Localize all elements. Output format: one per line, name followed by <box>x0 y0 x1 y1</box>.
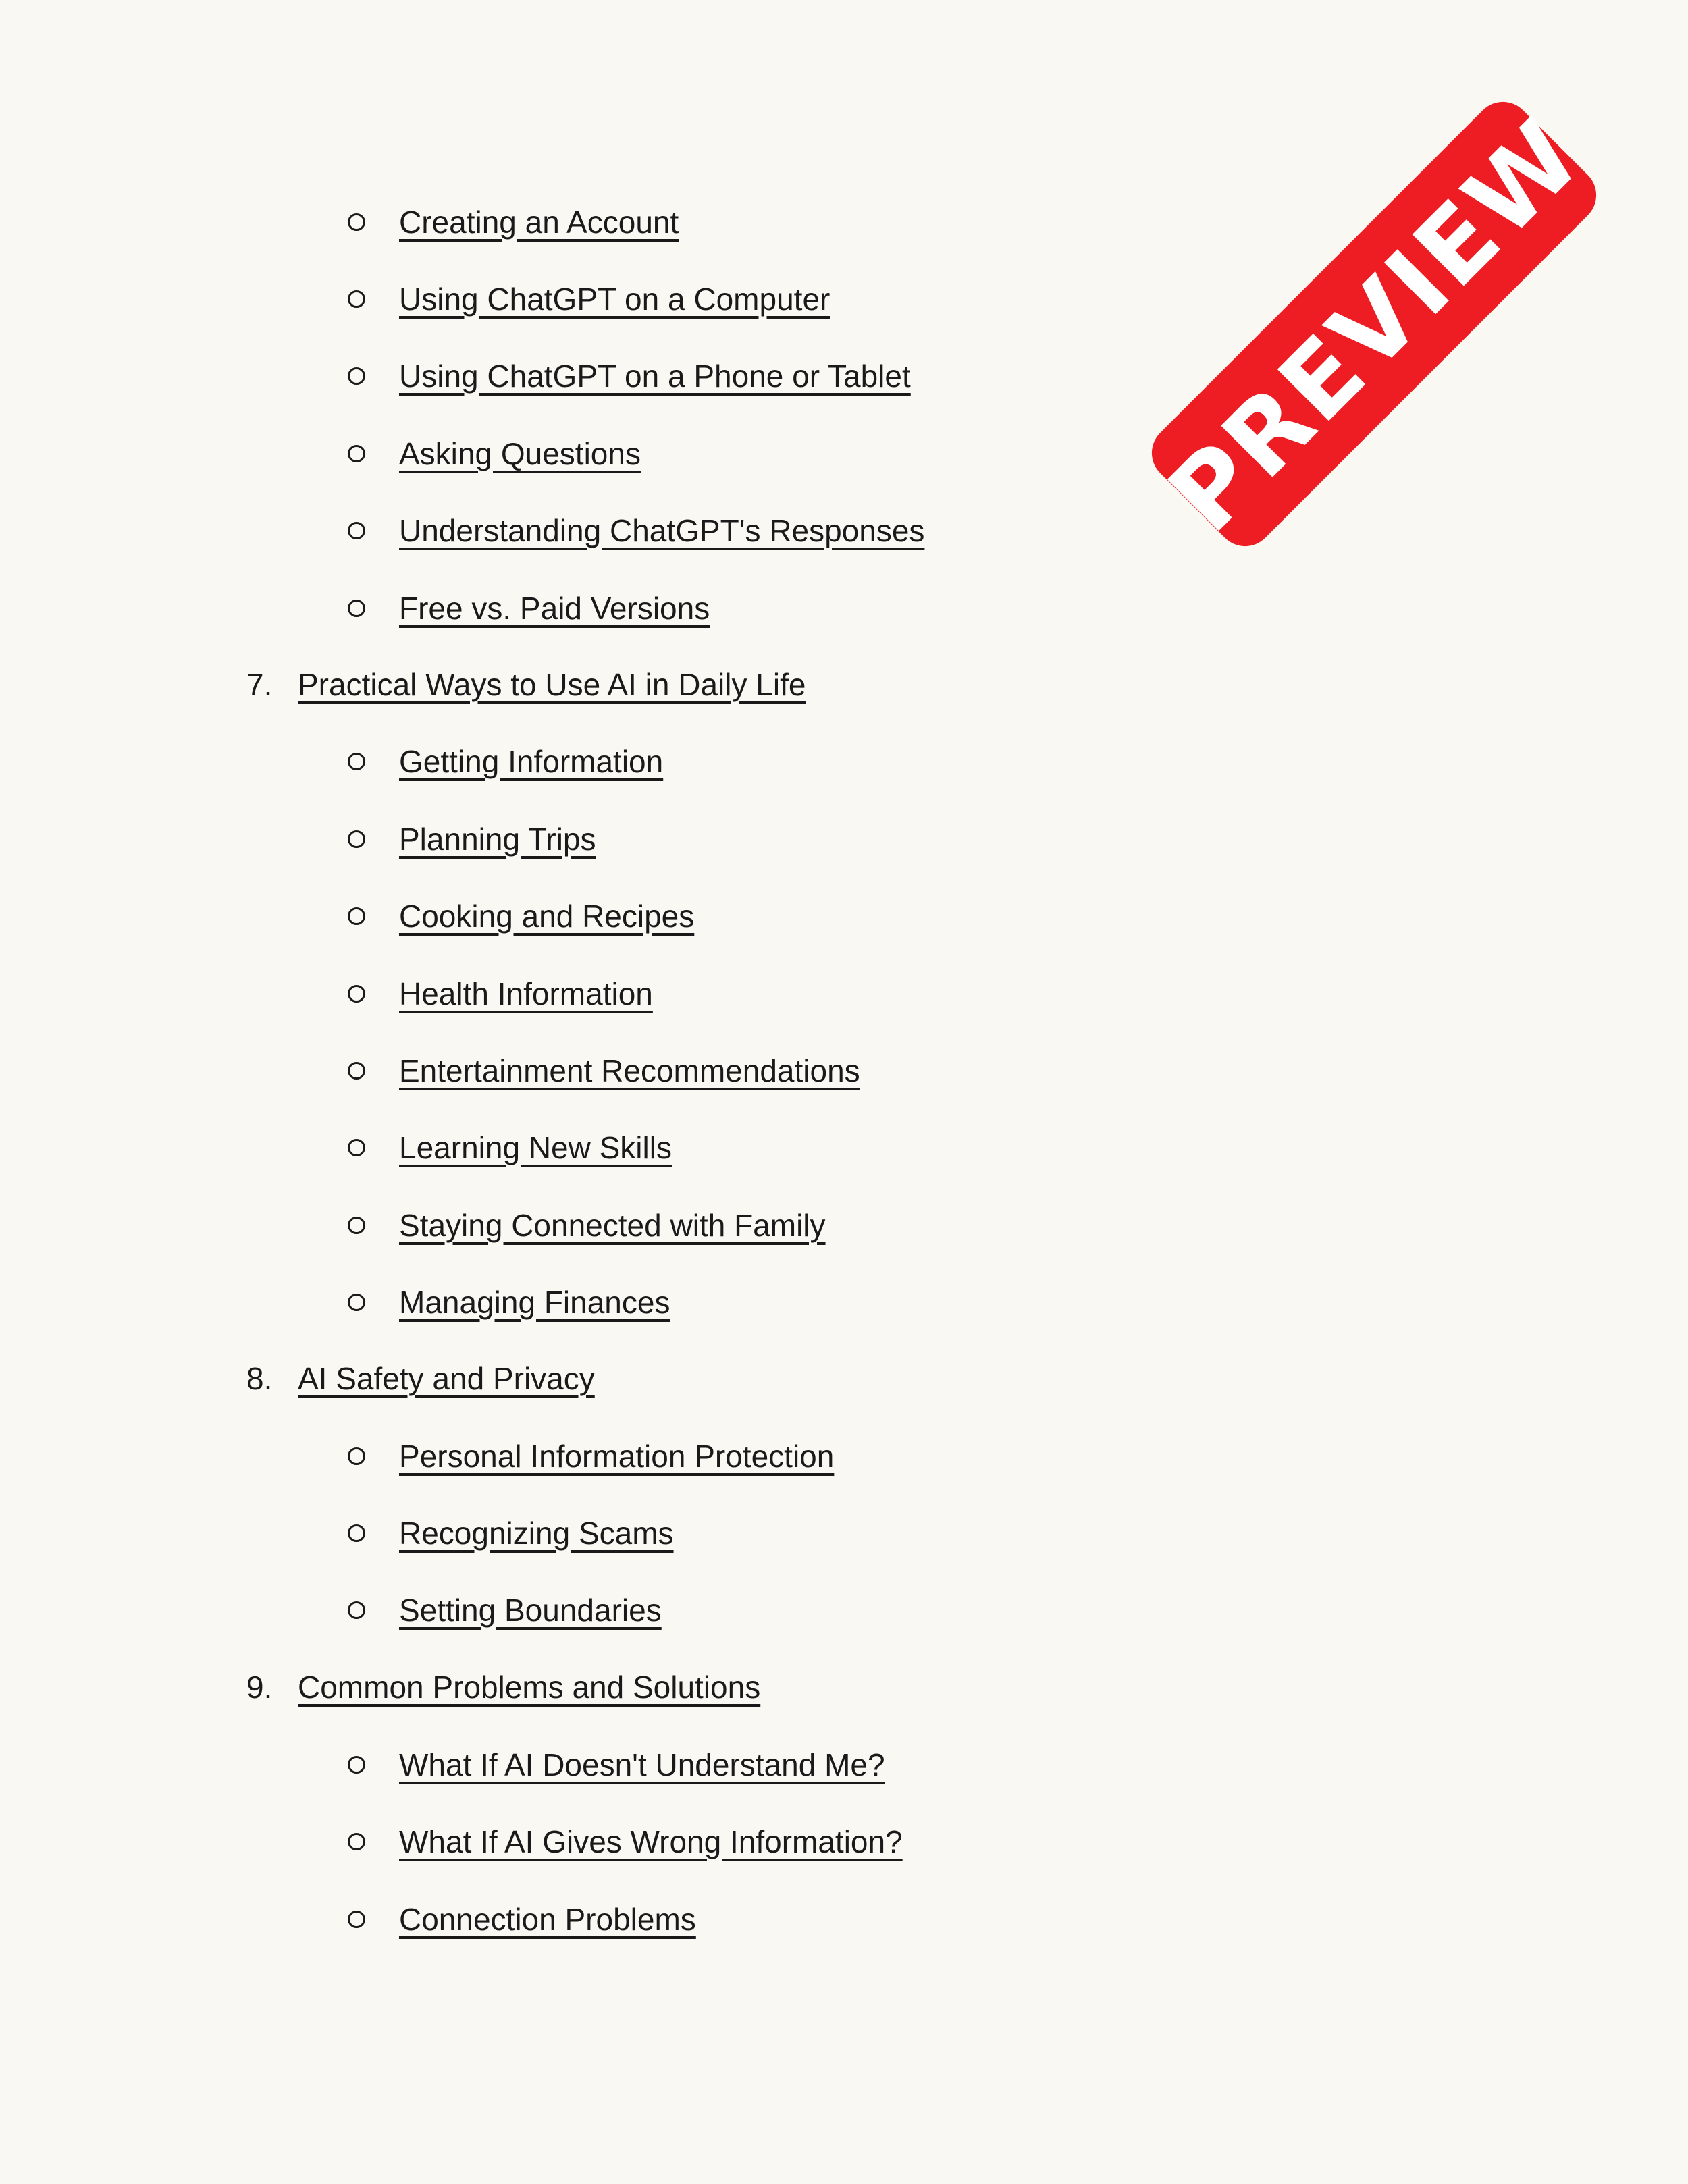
toc-link[interactable]: AI Safety and Privacy <box>298 1361 595 1396</box>
toc-sub-item <box>348 1587 662 1634</box>
circle-bullet-icon <box>348 753 365 770</box>
circle-bullet-icon <box>348 1524 365 1542</box>
preview-watermark <box>1128 78 1620 570</box>
section-number: 7. <box>246 667 273 702</box>
toc-link[interactable]: Recognizing Scams <box>399 1516 674 1551</box>
toc-section-9 <box>246 1663 760 1711</box>
circle-bullet-icon <box>348 1447 365 1465</box>
toc-link[interactable]: Managing Finances <box>399 1285 670 1320</box>
toc-sub-item <box>348 816 596 863</box>
toc-link[interactable]: Asking Questions <box>399 436 641 471</box>
toc-sub-item <box>348 1433 834 1480</box>
toc-link[interactable]: Personal Information Protection <box>399 1439 835 1474</box>
toc-sub-item <box>348 275 830 323</box>
toc-link[interactable]: Setting Boundaries <box>399 1593 662 1628</box>
section-number: 9. <box>246 1670 273 1705</box>
toc-sub-item <box>348 1279 670 1326</box>
toc-link[interactable]: Health Information <box>399 976 653 1011</box>
toc-sub-item <box>348 430 641 477</box>
circle-bullet-icon <box>348 1833 365 1850</box>
toc-link[interactable]: Creating an Account <box>399 205 679 240</box>
circle-bullet-icon <box>348 985 365 1003</box>
circle-bullet-icon <box>348 522 365 539</box>
preview-stamp <box>1140 90 1608 558</box>
circle-bullet-icon <box>348 1601 365 1619</box>
toc-link[interactable]: Practical Ways to Use AI in Daily Life <box>298 667 806 702</box>
circle-bullet-icon <box>348 1294 365 1311</box>
toc-sub-item <box>348 1818 903 1865</box>
toc-section-8 <box>246 1355 595 1402</box>
circle-bullet-icon <box>348 1911 365 1928</box>
toc-sub-item <box>348 970 653 1017</box>
circle-bullet-icon <box>348 1062 365 1080</box>
toc-link[interactable]: What If AI Gives Wrong Information? <box>399 1824 903 1859</box>
toc-link[interactable]: Understanding ChatGPT's Responses <box>399 513 925 548</box>
toc-sub-item <box>348 1896 696 1943</box>
toc-sub-item <box>348 585 710 632</box>
toc-link[interactable]: Free vs. Paid Versions <box>399 591 710 626</box>
toc-link[interactable]: Learning New Skills <box>399 1130 672 1165</box>
circle-bullet-icon <box>348 1139 365 1156</box>
toc-sub-item <box>348 1510 674 1557</box>
toc-sub-item <box>348 198 679 246</box>
circle-bullet-icon <box>348 907 365 925</box>
circle-bullet-icon <box>348 367 365 385</box>
toc-sub-item <box>348 1202 826 1249</box>
toc-link[interactable]: Getting Information <box>399 744 664 779</box>
toc-link[interactable]: Connection Problems <box>399 1902 696 1937</box>
toc-link[interactable]: What If AI Doesn't Understand Me? <box>399 1747 885 1782</box>
circle-bullet-icon <box>348 290 365 308</box>
toc-link[interactable]: Using ChatGPT on a Phone or Tablet <box>399 358 911 394</box>
toc-link[interactable]: Entertainment Recommendations <box>399 1053 860 1088</box>
toc-sub-item <box>348 893 694 940</box>
toc-sub-item <box>348 738 663 785</box>
circle-bullet-icon <box>348 600 365 617</box>
preview-stamp-text: PREVIEW <box>1146 97 1604 554</box>
toc-sub-item <box>348 1124 672 1171</box>
toc-section-7 <box>246 661 806 708</box>
toc-link[interactable]: Staying Connected with Family <box>399 1208 826 1243</box>
toc-sub-item <box>348 1047 860 1094</box>
toc-link[interactable]: Common Problems and Solutions <box>298 1670 761 1705</box>
toc-link[interactable]: Using ChatGPT on a Computer <box>399 282 830 317</box>
toc-link[interactable]: Cooking and Recipes <box>399 899 695 934</box>
toc-sub-item <box>348 1741 885 1788</box>
toc-sub-item <box>348 352 911 400</box>
circle-bullet-icon <box>348 445 365 462</box>
toc-link[interactable]: Planning Trips <box>399 822 596 857</box>
circle-bullet-icon <box>348 830 365 848</box>
section-number: 8. <box>246 1361 273 1396</box>
toc-sub-item <box>348 507 924 554</box>
circle-bullet-icon <box>348 1217 365 1234</box>
circle-bullet-icon <box>348 1756 365 1774</box>
circle-bullet-icon <box>348 213 365 231</box>
